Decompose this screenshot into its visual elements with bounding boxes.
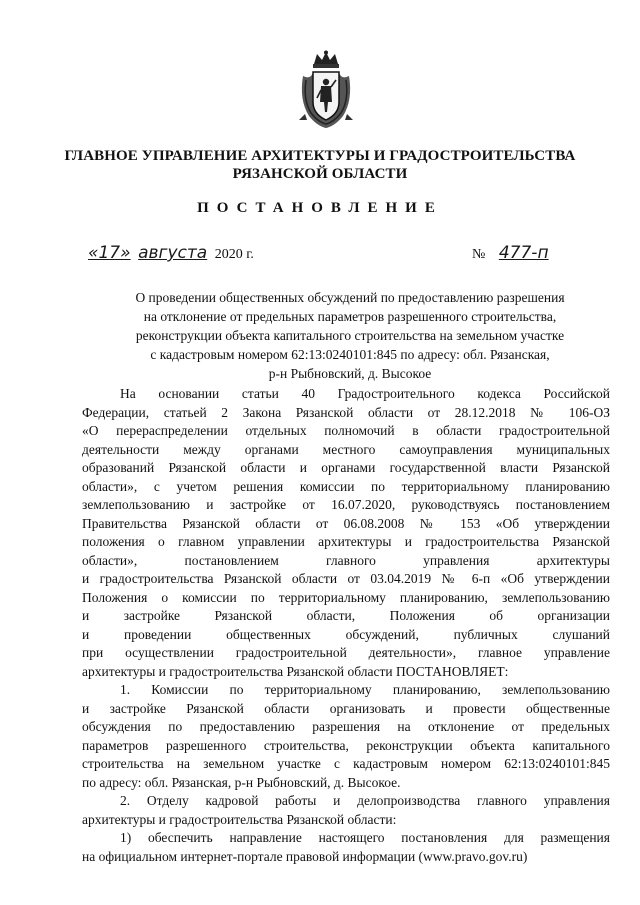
body-line: параметров разрешенного строительства, реконструкции объекта капитального xyxy=(82,737,610,753)
body-line: Положения о комиссии по территориальному планированию, землепользованию xyxy=(82,589,610,605)
body-line: области», с учетом решения комиссии по территориальному планированию xyxy=(82,478,610,494)
body-line: Федерации, статьей 2 Закона Рязанской области от 28.12.2018 № 106-ОЗ xyxy=(82,404,610,420)
body-line: обсуждения по предоставлению разрешения на отклонение от предельных xyxy=(82,719,610,734)
body-line: на официальном интернет-портале правовой информации (www.pravo.gov.ru) xyxy=(82,848,528,864)
organization-name-line1: ГЛАВНОЕ УПРАВЛЕНИЕ АРХИТЕКТУРЫ И ГРАДОСТРОИТЕЛЬСТВА xyxy=(64,148,576,164)
body-line: и застройке Рязанской области, Положения об организации xyxy=(82,608,610,623)
number-prefix: № xyxy=(472,247,486,262)
subject-line: р-н Рыбновский, д. Высокое xyxy=(268,366,432,381)
body-line: по адресу: обл. Рязанская, р-н Рыбновский, д. Высокое. xyxy=(82,774,401,790)
organization-name-line2: РЯЗАНСКОЙ ОБЛАСТИ xyxy=(232,166,408,182)
body-line: и проведении общественных обсуждений, публичных слушаний xyxy=(82,626,610,642)
subject-line: реконструкции объекта капитального строительства на земельном участке xyxy=(135,328,565,343)
body-line: при осуществлении градостроительной деятельности», главное управление xyxy=(82,645,610,660)
body-line: образований Рязанской области и органами государственной власти Рязанской xyxy=(82,460,610,475)
number-value: 477-п xyxy=(498,243,549,263)
body-line: На основании статьи 40 Градостроительного кодекса Российской xyxy=(120,386,610,401)
body-line: архитектуры и градостроительства Рязанской области: xyxy=(82,811,397,827)
document-number xyxy=(472,243,549,263)
body-line: строительства на земельном участке с кадастровым номером 62:13:0240101:845 xyxy=(82,756,610,771)
body-line: землепользованию и застройке от 16.07.2020, руководствуясь постановлением xyxy=(82,497,610,512)
body-line: и застройке Рязанской области организовать и провести общественные xyxy=(82,700,610,716)
document-subject xyxy=(80,288,620,383)
body-line: 2. Отделу кадровой работы и делопроизводства главного управления xyxy=(120,793,610,808)
body-line: Правительства Рязанской области от 06.08.2008 № 153 «Об утверждении xyxy=(82,515,610,531)
body-line: архитектуры и градостроительства Рязанской области ПОСТАНОВЛЯЕТ: xyxy=(82,663,509,679)
body-line: положения о главном управлении архитектуры и градостроительства Рязанской xyxy=(82,534,610,549)
body-line: 1) обеспечить направление настоящего постановления для размещения xyxy=(120,830,610,845)
ryazan-coat-of-arms-icon xyxy=(297,50,355,130)
subject-line: О проведении общественных обсуждений по предоставлению разрешения xyxy=(135,290,565,305)
subject-line: с кадастровым номером 62:13:0240101:845 по адресу: обл. Рязанская, xyxy=(150,347,550,362)
subject-line: на отклонение от предельных параметров разрешенного строительства, xyxy=(143,309,557,324)
document-body xyxy=(82,385,610,866)
date-year: 2020 г. xyxy=(214,247,254,262)
document-type-title: ПОСТАНОВЛЕНИЕ xyxy=(197,200,443,216)
body-line: и градостроительства Рязанской области от 03.04.2019 № 6-п «Об утверждении xyxy=(82,571,610,586)
body-line: 1. Комиссии по территориальному планированию, землепользованию xyxy=(120,682,610,697)
date-month: августа xyxy=(138,243,208,263)
body-line: «О перераспределении отдельных полномочий в области градостроительной xyxy=(82,423,610,438)
date-day: «17» xyxy=(88,243,131,263)
body-line: деятельности между органами местного самоуправления муниципальных xyxy=(82,441,610,457)
body-line: области», постановлением главного управления архитектуры xyxy=(82,552,610,568)
document-date xyxy=(88,243,254,263)
